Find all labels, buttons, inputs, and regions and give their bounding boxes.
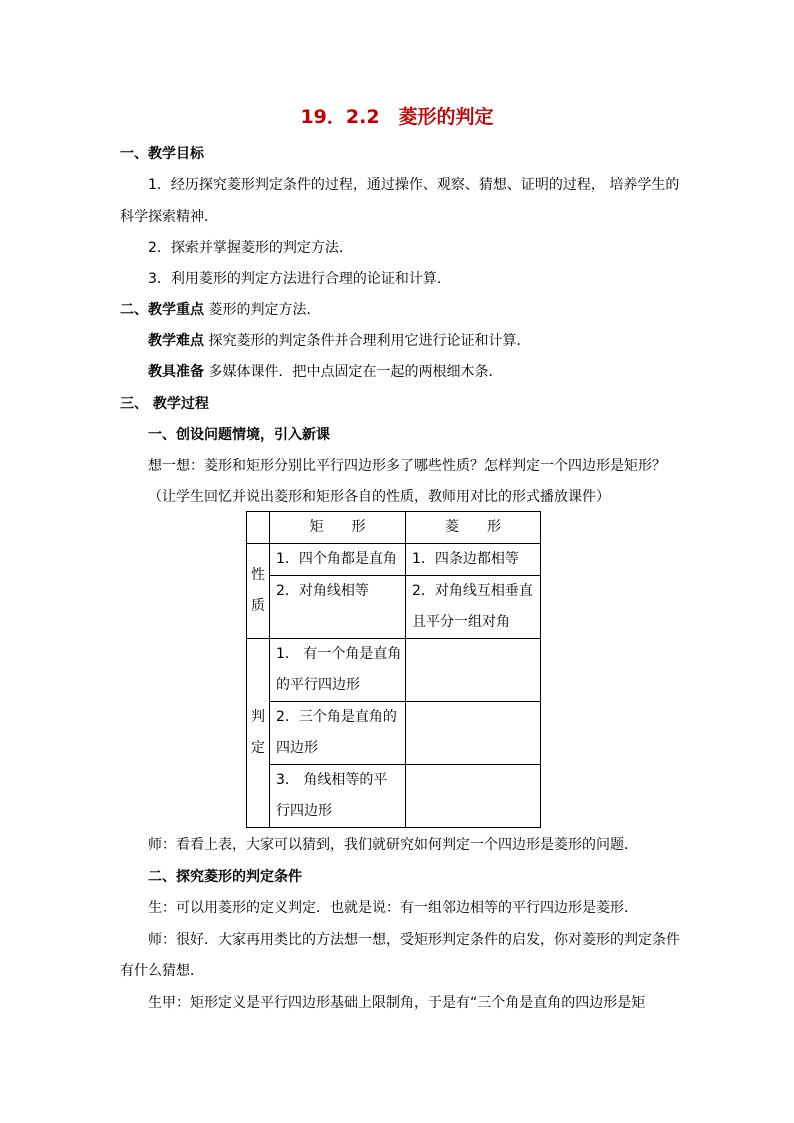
table-row [247, 576, 541, 639]
tools-line [148, 363, 502, 381]
tools-label: 教具准备 [148, 364, 204, 380]
teacher-remark-2-line-2: 有什么猜想． [120, 963, 204, 979]
comparison-table [246, 511, 541, 828]
page-title: 19．2.2 菱形的判定 [300, 106, 494, 128]
key-point-label: 二、教学重点 [120, 302, 204, 318]
difficulty-label: 教学难点 [148, 333, 204, 349]
judgment-rect-1 [270, 639, 406, 702]
section-heading-process: 三、 教学过程 [120, 396, 209, 412]
teacher-note: （让学生回忆并说出菱形和矩形各自的性质，教师用对比的形式播放课件） [148, 489, 610, 505]
key-point-line [120, 301, 320, 319]
teacher-remark-1: 师：看看上表，大家可以猜到，我们就研究如何判定一个四边形是菱形的问题． [148, 837, 638, 853]
property-label-cell [247, 544, 270, 639]
property-rhombus-2-line-2: 且平分一组对角 [412, 614, 510, 630]
judgment-rect-1-line-2: 的平行四边形 [276, 677, 360, 693]
table-row [247, 544, 541, 576]
property-rhombus-2 [406, 576, 541, 639]
judgment-rect-2-line-1: 2．三个角是直角的 [276, 709, 397, 725]
judgment-label-char-2: 定 [251, 740, 265, 756]
judgment-rect-1-line-1: 1． 有一个角是直角 [276, 646, 402, 662]
property-label-char-1: 性 [251, 567, 265, 583]
subsection-heading-explore: 二、探究菱形的判定条件 [148, 869, 302, 885]
difficulty-line [148, 332, 530, 350]
judgment-rect-3-line-1: 3． 角线相等的平 [276, 772, 388, 788]
objective-1-line-1: 1．经历探究菱形判定条件的过程，通过操作、观察、猜想、证明的过程， 培养学生的 [148, 177, 680, 193]
objective-3: 3．利用菱形的判定方法进行合理的论证和计算． [148, 271, 451, 287]
property-rhombus-1: 1．四条边都相等 [406, 544, 541, 576]
judgment-rect-2-line-2: 四边形 [276, 740, 318, 756]
judgment-rhombus-1 [406, 639, 541, 702]
property-rect-2: 2．对角线相等 [270, 576, 406, 639]
key-point-text: 菱形的判定方法． [208, 302, 321, 318]
judgment-rect-2 [270, 702, 406, 765]
think-question: 想一想：菱形和矩形分别比平行四边形多了哪些性质？怎样判定一个四边形是矩形？ [148, 458, 666, 474]
property-label-char-2: 质 [251, 598, 265, 614]
judgment-rect-3 [270, 765, 406, 828]
difficulty-text: 探究菱形的判定条件并合理利用它进行论证和计算． [208, 333, 531, 349]
table-row [247, 702, 541, 765]
objective-2: 2．探索并掌握菱形的判定方法． [148, 240, 353, 256]
teacher-remark-2-line-1: 师：很好．大家再用类比的方法想一想，受矩形判定条件的启发，你对菱形的判定条件 [148, 932, 680, 948]
header-rhombus: 菱 形 [406, 512, 541, 544]
judgment-rhombus-3 [406, 765, 541, 828]
judgment-rhombus-2 [406, 702, 541, 765]
header-rectangle: 矩 形 [270, 512, 406, 544]
tools-text: 多媒体课件．把中点固定在一起的两根细木条． [208, 364, 503, 380]
table-header-row [247, 512, 541, 544]
property-rect-1: 1．四个角都是直角 [270, 544, 406, 576]
student-remark-2: 生甲：矩形定义是平行四边形基础上限制角，于是有“三个角是直角的四边形是矩 [148, 995, 646, 1011]
table-row [247, 765, 541, 828]
student-remark-1: 生：可以用菱形的定义判定．也就是说：有一组邻边相等的平行四边形是菱形． [148, 900, 638, 916]
subsection-heading-intro: 一、创设问题情境，引入新课 [148, 427, 330, 443]
section-heading-objectives: 一、教学目标 [120, 146, 204, 162]
judgment-rect-3-line-2: 行四边形 [276, 803, 332, 819]
table-row [247, 639, 541, 702]
objective-1-line-2: 科学探索精神． [120, 209, 218, 225]
property-rhombus-2-line-1: 2．对角线互相垂直 [412, 583, 533, 599]
judgment-label-cell [247, 639, 270, 828]
judgment-label-char-1: 判 [251, 709, 265, 725]
table-corner-cell [247, 512, 270, 544]
